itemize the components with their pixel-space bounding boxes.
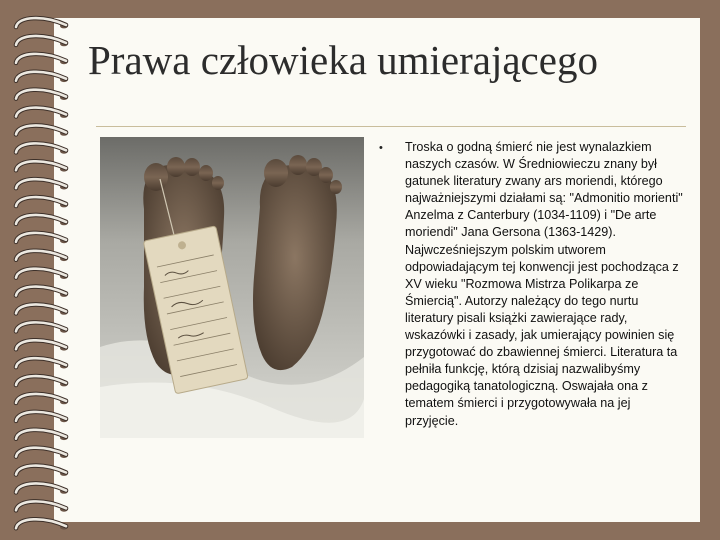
title-divider [96, 126, 686, 127]
binder-ring [16, 466, 68, 476]
binder-ring [16, 215, 68, 225]
binder-ring [16, 233, 68, 243]
binder-ring [16, 448, 68, 458]
binder-ring [16, 340, 68, 350]
binder-ring [16, 143, 68, 153]
binder-ring [16, 197, 68, 207]
bullet-text: Troska o godną śmierć nie jest wynalazkiem naszych czasów. W Średniowieczu znany był gatunek literatury zwany ars moriendi, którego najważniejszymi działami są: "Admonitio morienti" Anzelma z Canterbury (1034-1109) i "De arte moriendi" Jana Gersona (1363-1429). Najwcześniejszym polskim utworem odpowiadającym tej konwencji jest pochodząca z XV wieku "Rozmowa Mistrza Polikarpa ze Śmiercią". Autorzy należący do tego nurtu literatury pisali książki zawierające rady, wskazówki i zasady, jak umierający powinien się przygotować do zbawiennej śmierci. Literatura ta pełniła funkcję, którą dzisiaj nazwalibyśmy pedagogiką tanatologiczną. Oswajała ona z tematem śmierci i przygotowywała na jej przyjęcie. [405, 140, 683, 428]
binder-ring [16, 430, 68, 440]
feet-with-toe-tag-photo [100, 137, 364, 438]
binder-ring [16, 125, 68, 135]
binder-ring [16, 358, 68, 368]
binder-ring [16, 483, 68, 493]
bullet-marker: • [379, 142, 383, 154]
spiral-binding [4, 14, 80, 534]
slide-title: Prawa człowieka umierającego [88, 37, 598, 83]
binder-ring [16, 376, 68, 386]
binder-ring [16, 269, 68, 279]
binder-ring [16, 179, 68, 189]
binder-ring [16, 161, 68, 171]
binder-ring [16, 394, 68, 404]
binder-ring [16, 54, 68, 64]
binder-ring [16, 18, 68, 28]
binder-ring [16, 287, 68, 297]
binder-ring [16, 251, 68, 261]
binder-ring [16, 90, 68, 100]
binder-ring [16, 36, 68, 46]
binder-ring [16, 108, 68, 118]
binder-ring [16, 412, 68, 422]
binder-ring [16, 322, 68, 332]
binder-ring [16, 72, 68, 82]
binder-ring [16, 519, 68, 529]
binder-ring [16, 501, 68, 511]
binder-ring [16, 304, 68, 314]
